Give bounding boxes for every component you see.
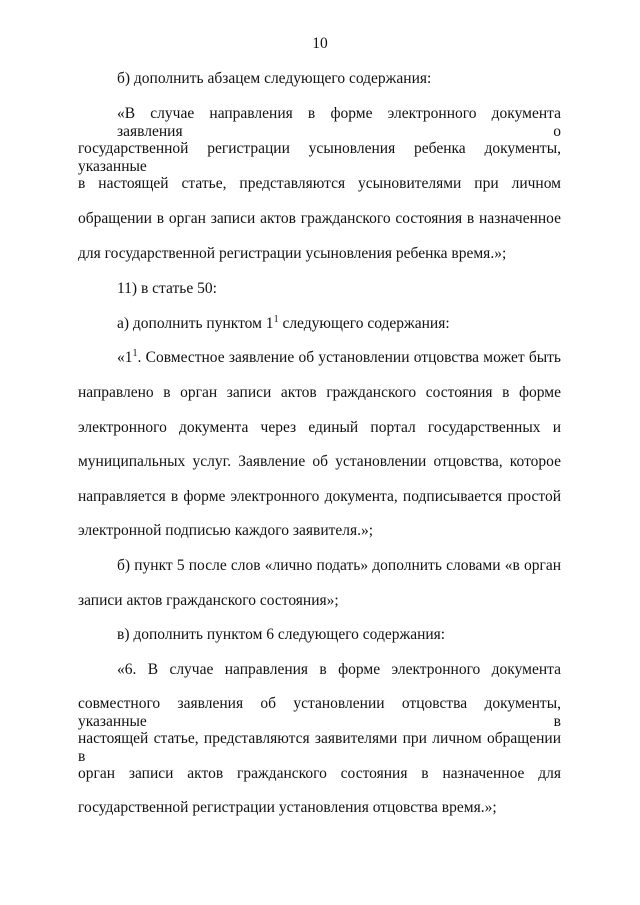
page-number: 10 [312, 35, 328, 52]
text-fragment: «1 [117, 349, 133, 366]
text-line: настоящей статье, представляются заявителями при личном обращении в [78, 730, 561, 765]
text-line: 11) в статье 50: [117, 280, 217, 297]
superscript: 1 [273, 314, 279, 325]
text-line: б) дополнить абзацем следующего содержания: [117, 70, 432, 87]
text-line: орган записи актов гражданского состояния в назначенное для [78, 765, 561, 782]
text-fragment: а) дополнить пунктом 1 [117, 315, 274, 332]
text-line [117, 349, 561, 367]
text-line: совместного заявления об установлении отцовства документы, указанные в [78, 695, 561, 730]
text-line: в настоящей статье, представляются усыновителями при личном [78, 175, 561, 192]
text-line: «6. В случае направления в форме электронного документа [117, 661, 561, 678]
text-line: электронной подписью каждого заявителя.»; [78, 522, 374, 539]
text-line: записи актов гражданского состояния»; [78, 592, 339, 609]
text-line [117, 315, 450, 333]
superscript: 1 [132, 348, 138, 359]
text-line: государственной регистрации установления отцовства время.»; [78, 799, 497, 816]
text-line: б) пункт 5 после слов «лично подать» дополнить словами «в орган [117, 557, 561, 574]
text-line: направлено в орган записи актов гражданского состояния в форме [78, 384, 561, 401]
text-line: направляется в форме электронного документа, подписывается простой [78, 488, 561, 505]
text-line: для государственной регистрации усыновления ребенка время.»; [78, 245, 507, 262]
text-fragment: следующего содержания: [278, 315, 450, 332]
text-line: муниципальных услуг. Заявление об установлении отцовства, которое [78, 453, 561, 470]
text-line: электронного документа через единый портал государственных и [78, 419, 561, 436]
text-line: обращении в орган записи актов гражданского состояния в назначенное [78, 210, 561, 227]
text-fragment: . Совместное заявление об установлении отцовства может быть [137, 349, 561, 366]
text-line: государственной регистрации усыновления ребенка документы, указанные [78, 140, 561, 175]
text-line: «В случае направления в форме электронного документа заявления о [117, 105, 561, 140]
text-line: в) дополнить пунктом 6 следующего содержания: [117, 626, 446, 643]
